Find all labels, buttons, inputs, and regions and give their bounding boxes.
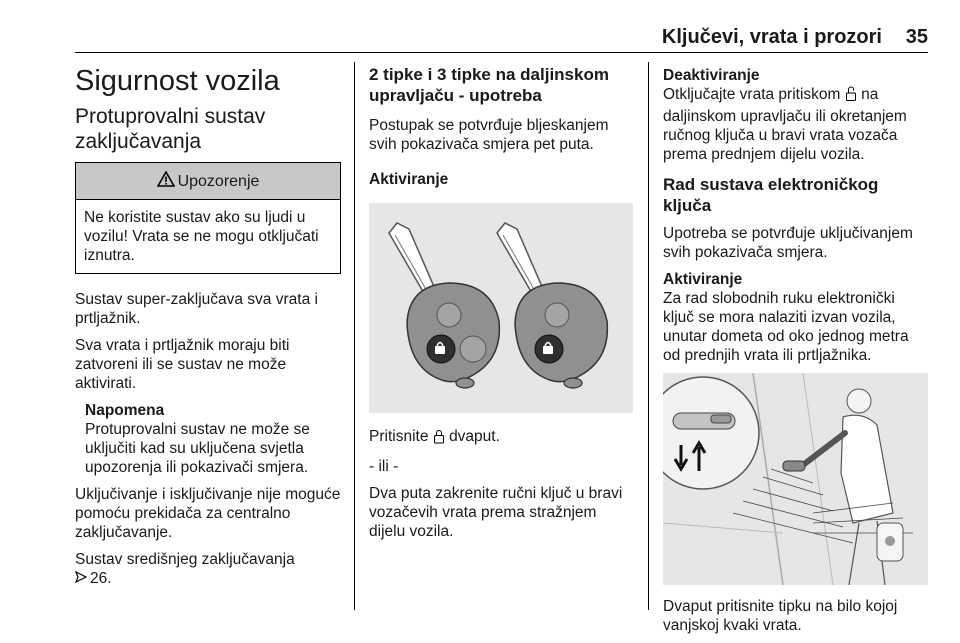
column-divider xyxy=(354,62,355,610)
page-number: 35 xyxy=(905,26,928,48)
text-fragment: Pritisnite xyxy=(369,428,429,445)
column-1 xyxy=(75,58,341,596)
paragraph: Postupak se potvrđuje bljeskanjem svih pokazivača smjera pet puta. xyxy=(369,117,609,153)
warning-box xyxy=(75,162,341,274)
paragraph: Dva puta zakrenite ručni ključ u bravi vozačevih vrata prema stražnjem dijelu vozila. xyxy=(369,485,623,540)
paragraph: - ili - xyxy=(369,458,399,475)
column-2 xyxy=(369,58,633,549)
header-rule xyxy=(75,52,928,53)
subsection-title: Protuprovalni sustav zaključavanja xyxy=(75,105,266,153)
section-heading: Rad sustava elektroničkog ključa xyxy=(663,175,879,215)
paragraph: Uključivanje i isključivanje nije moguće pomoću prekidača za centralno zaključavanje. xyxy=(75,486,341,541)
text-fragment: Otključajte vrata pritiskom xyxy=(663,86,841,103)
column-divider xyxy=(648,62,649,610)
section-heading: 2 tipke i 3 tipke na daljinskom upravljaču - upotreba xyxy=(369,65,609,105)
note-block xyxy=(85,401,341,477)
note-text: Protuprovalni sustav ne može se uključiti kad su uključena svjetla upozorenja ili pokazivači smjera. xyxy=(85,421,310,476)
text-fragment: dvaput. xyxy=(449,428,500,445)
warning-header xyxy=(76,163,340,200)
warning-icon xyxy=(157,171,175,192)
paragraph xyxy=(663,85,928,164)
paragraph: Sustav super-zaključava sva vrata i prtljažnik. xyxy=(75,291,318,327)
note-title: Napomena xyxy=(85,402,165,419)
sub-heading: Deaktiviranje xyxy=(663,67,760,84)
paragraph: Sva vrata i prtljažnik moraju biti zatvoreni ili se sustav ne može aktivirati. xyxy=(75,337,290,392)
paragraph: Sustav središnjeg zaključavanja xyxy=(75,551,295,568)
header-title: Ključevi, vrata i prozori xyxy=(661,26,882,48)
reference-arrow-icon xyxy=(75,569,87,588)
sub-heading: Aktiviranje xyxy=(663,271,743,288)
lock-button-icon xyxy=(433,429,445,449)
paragraph: Upotreba se potvrđuje uključivanjem svih pokazivača smjera. xyxy=(663,225,913,261)
warning-title: Upozorenje xyxy=(177,172,260,190)
paragraph: Za rad slobodnih ruku elektronički ključ se mora nalaziti izvan vozila, unutar dometa od oko jednog metra od prednjih vrata ili prtljažnika. xyxy=(663,290,909,364)
page-reference xyxy=(75,569,341,588)
remote-keys-illustration xyxy=(369,203,633,413)
warning-text: Ne koristite sustav ako su ljudi u vozilu! Vrata se ne mogu otključati iznutra. xyxy=(84,209,319,264)
text-fragment: na daljinskom upravljaču ili okretanjem ručnog ključa u bravi vrata vozača prema prednjem dijelu vozila. xyxy=(663,86,907,163)
keyless-entry-illustration xyxy=(663,373,928,585)
reference-page: 26. xyxy=(90,570,112,587)
paragraph xyxy=(369,427,633,449)
column-3 xyxy=(663,58,928,643)
paragraph: Dvaput pritisnite tipku na bilo kojoj vanjskoj kvaki vrata. xyxy=(663,598,898,634)
unlock-button-icon xyxy=(845,86,857,107)
sub-heading: Aktiviranje xyxy=(369,171,449,188)
section-title: Sigurnost vozila xyxy=(75,65,280,97)
